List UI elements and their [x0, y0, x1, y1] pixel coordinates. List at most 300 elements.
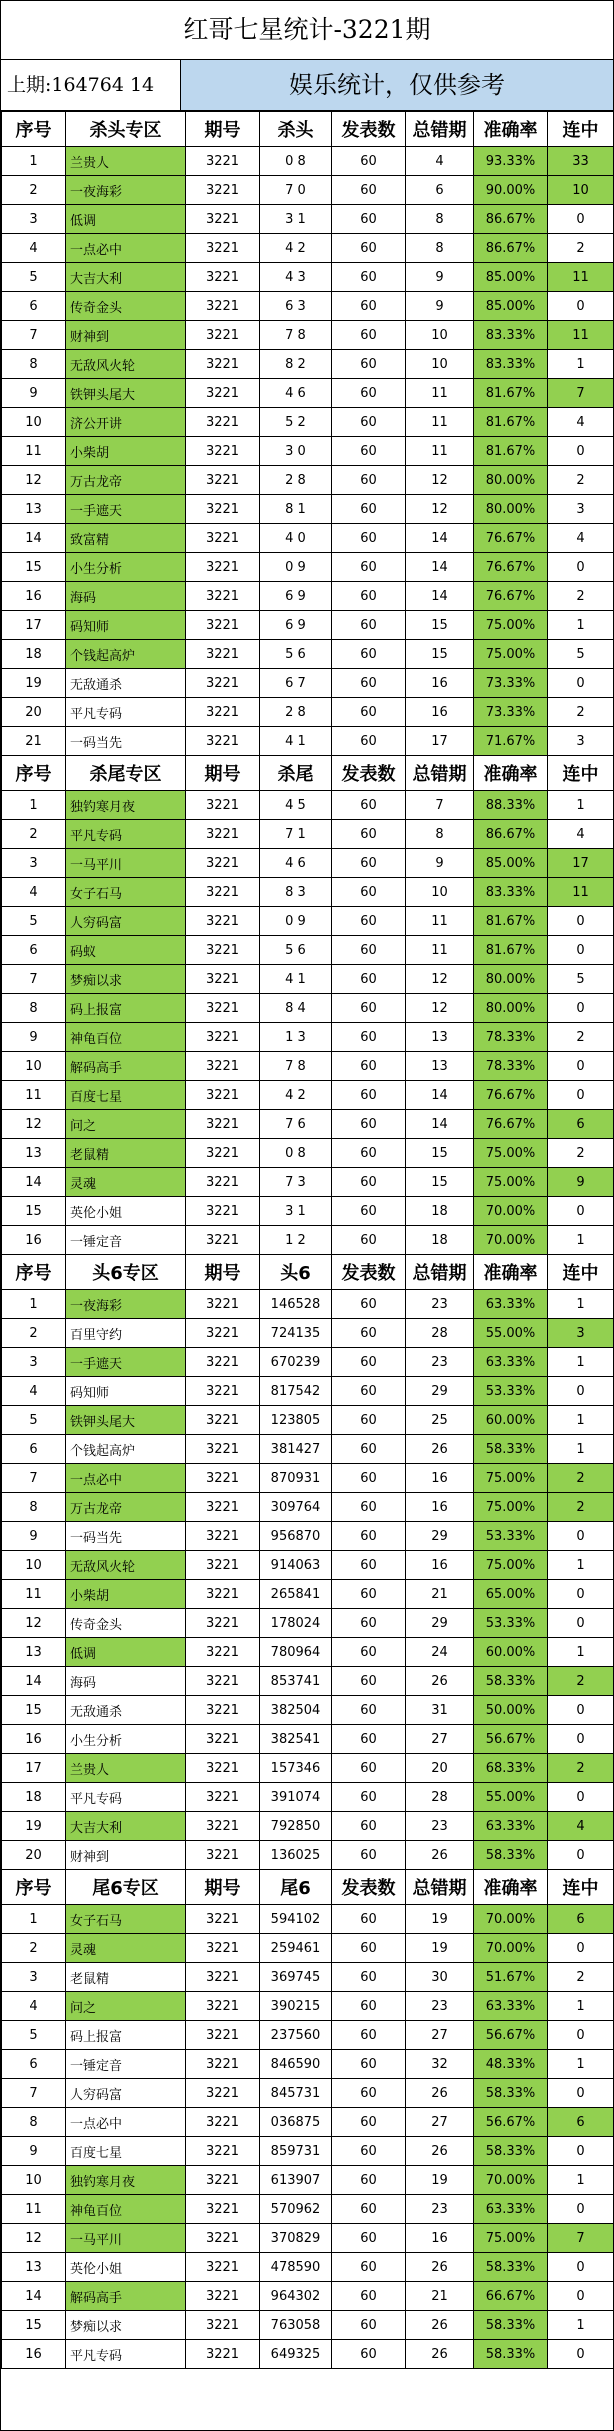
table-row — [2, 1783, 614, 1812]
total-errors: 15 — [406, 1139, 474, 1168]
prediction-value: 649325 — [260, 2340, 332, 2369]
row-number: 1 — [2, 1905, 66, 1934]
total-errors: 12 — [406, 994, 474, 1023]
prediction-value: 4 3 — [260, 263, 332, 292]
expert-name: 平凡专码 — [66, 820, 186, 849]
win-streak: 2 — [548, 1464, 614, 1493]
header-no: 序号 — [2, 756, 66, 791]
row-number: 9 — [2, 1023, 66, 1052]
prediction-value: 309764 — [260, 1493, 332, 1522]
row-number: 13 — [2, 1638, 66, 1667]
win-streak: 5 — [548, 640, 614, 669]
win-streak: 7 — [548, 379, 614, 408]
total-errors: 12 — [406, 965, 474, 994]
accuracy-rate: 81.67% — [474, 408, 548, 437]
table-row — [2, 2021, 614, 2050]
total-errors: 24 — [406, 1638, 474, 1667]
post-count: 60 — [332, 1435, 406, 1464]
win-streak: 0 — [548, 205, 614, 234]
expert-name: 小柴胡 — [66, 1580, 186, 1609]
row-number: 6 — [2, 1435, 66, 1464]
total-errors: 15 — [406, 640, 474, 669]
accuracy-rate: 80.00% — [474, 466, 548, 495]
post-count: 60 — [332, 379, 406, 408]
post-count: 60 — [332, 2108, 406, 2137]
row-number: 16 — [2, 1725, 66, 1754]
win-streak: 0 — [548, 669, 614, 698]
prediction-value: 5 6 — [260, 640, 332, 669]
win-streak: 2 — [548, 1963, 614, 1992]
accuracy-rate: 56.67% — [474, 2021, 548, 2050]
total-errors: 30 — [406, 1963, 474, 1992]
post-count: 60 — [332, 994, 406, 1023]
prediction-value: 914063 — [260, 1551, 332, 1580]
post-count: 60 — [332, 2079, 406, 2108]
accuracy-rate: 85.00% — [474, 292, 548, 321]
post-count: 60 — [332, 1580, 406, 1609]
table-row — [2, 2137, 614, 2166]
prediction-value: 964302 — [260, 2282, 332, 2311]
win-streak: 11 — [548, 321, 614, 350]
win-streak: 1 — [548, 611, 614, 640]
issue-number: 3221 — [186, 1493, 260, 1522]
accuracy-rate: 51.67% — [474, 1963, 548, 1992]
expert-name: 码上报富 — [66, 994, 186, 1023]
accuracy-rate: 83.33% — [474, 350, 548, 379]
total-errors: 10 — [406, 350, 474, 379]
issue-number: 3221 — [186, 1783, 260, 1812]
win-streak: 0 — [548, 2253, 614, 2282]
header-value: 头6 — [260, 1255, 332, 1290]
prediction-value: 6 9 — [260, 611, 332, 640]
post-count: 60 — [332, 350, 406, 379]
accuracy-rate: 68.33% — [474, 1754, 548, 1783]
accuracy-rate: 76.67% — [474, 582, 548, 611]
accuracy-rate: 63.33% — [474, 1992, 548, 2021]
total-errors: 27 — [406, 1725, 474, 1754]
table-row — [2, 1197, 614, 1226]
total-errors: 26 — [406, 1667, 474, 1696]
expert-name: 海码 — [66, 582, 186, 611]
total-errors: 26 — [406, 2253, 474, 2282]
previous-issue-label: 上期:164764 14 — [1, 60, 181, 110]
row-number: 15 — [2, 553, 66, 582]
win-streak: 3 — [548, 1319, 614, 1348]
total-errors: 26 — [406, 2340, 474, 2369]
issue-number: 3221 — [186, 611, 260, 640]
win-streak: 2 — [548, 234, 614, 263]
expert-name: 低调 — [66, 205, 186, 234]
expert-name: 梦痴以求 — [66, 965, 186, 994]
win-streak: 0 — [548, 907, 614, 936]
post-count: 60 — [332, 1197, 406, 1226]
win-streak: 1 — [548, 2050, 614, 2079]
post-count: 60 — [332, 1139, 406, 1168]
table-row — [2, 350, 614, 379]
accuracy-rate: 80.00% — [474, 994, 548, 1023]
row-number: 17 — [2, 1754, 66, 1783]
row-number: 4 — [2, 1377, 66, 1406]
table-row — [2, 1905, 614, 1934]
win-streak: 0 — [548, 2079, 614, 2108]
expert-name: 铁钾头尾大 — [66, 379, 186, 408]
win-streak: 4 — [548, 820, 614, 849]
row-number: 8 — [2, 1493, 66, 1522]
expert-name: 万古龙帝 — [66, 466, 186, 495]
total-errors: 28 — [406, 1319, 474, 1348]
table-row — [2, 1081, 614, 1110]
issue-number: 3221 — [186, 1992, 260, 2021]
issue-number: 3221 — [186, 263, 260, 292]
prediction-value: 7 8 — [260, 321, 332, 350]
post-count: 60 — [332, 1783, 406, 1812]
header-no: 序号 — [2, 1870, 66, 1905]
header-no: 序号 — [2, 1255, 66, 1290]
prediction-value: 237560 — [260, 2021, 332, 2050]
row-number: 15 — [2, 1197, 66, 1226]
win-streak: 0 — [548, 1783, 614, 1812]
post-count: 60 — [332, 1052, 406, 1081]
issue-number: 3221 — [186, 350, 260, 379]
issue-number: 3221 — [186, 1052, 260, 1081]
table-row — [2, 1110, 614, 1139]
accuracy-rate: 73.33% — [474, 669, 548, 698]
win-streak: 11 — [548, 878, 614, 907]
win-streak: 0 — [548, 437, 614, 466]
prediction-value: 391074 — [260, 1783, 332, 1812]
post-count: 60 — [332, 2340, 406, 2369]
post-count: 60 — [332, 1934, 406, 1963]
post-count: 60 — [332, 321, 406, 350]
table-row — [2, 698, 614, 727]
issue-number: 3221 — [186, 849, 260, 878]
post-count: 60 — [332, 1841, 406, 1870]
win-streak: 0 — [548, 1580, 614, 1609]
table-row — [2, 263, 614, 292]
prediction-value: 4 6 — [260, 849, 332, 878]
row-number: 16 — [2, 582, 66, 611]
total-errors: 10 — [406, 321, 474, 350]
expert-name: 独钓寒月夜 — [66, 791, 186, 820]
table-row — [2, 2224, 614, 2253]
accuracy-rate: 71.67% — [474, 727, 548, 756]
table-row — [2, 495, 614, 524]
total-errors: 29 — [406, 1522, 474, 1551]
expert-name: 一锤定音 — [66, 1226, 186, 1255]
prediction-value: 853741 — [260, 1667, 332, 1696]
total-errors: 19 — [406, 1934, 474, 1963]
row-number: 9 — [2, 1522, 66, 1551]
accuracy-rate: 75.00% — [474, 1139, 548, 1168]
table-row — [2, 878, 614, 907]
post-count: 60 — [332, 1081, 406, 1110]
prediction-value: 870931 — [260, 1464, 332, 1493]
expert-name: 神龟百位 — [66, 1023, 186, 1052]
accuracy-rate: 58.33% — [474, 2079, 548, 2108]
table-row — [2, 524, 614, 553]
issue-number: 3221 — [186, 234, 260, 263]
accuracy-rate: 60.00% — [474, 1638, 548, 1667]
row-number: 11 — [2, 1081, 66, 1110]
total-errors: 17 — [406, 727, 474, 756]
expert-name: 一点必中 — [66, 2108, 186, 2137]
header-errors: 总错期 — [406, 1255, 474, 1290]
win-streak: 2 — [548, 1754, 614, 1783]
table-row — [2, 2340, 614, 2369]
row-number: 7 — [2, 965, 66, 994]
accuracy-rate: 76.67% — [474, 1081, 548, 1110]
issue-number: 3221 — [186, 2021, 260, 2050]
total-errors: 15 — [406, 611, 474, 640]
total-errors: 21 — [406, 2282, 474, 2311]
issue-number: 3221 — [186, 1406, 260, 1435]
accuracy-rate: 83.33% — [474, 878, 548, 907]
table-row — [2, 1406, 614, 1435]
win-streak: 2 — [548, 582, 614, 611]
win-streak: 0 — [548, 1522, 614, 1551]
issue-number: 3221 — [186, 2195, 260, 2224]
header-streak: 连中 — [548, 756, 614, 791]
total-errors: 27 — [406, 2108, 474, 2137]
total-errors: 10 — [406, 878, 474, 907]
table-row — [2, 994, 614, 1023]
win-streak: 0 — [548, 1197, 614, 1226]
win-streak: 0 — [548, 1725, 614, 1754]
total-errors: 7 — [406, 791, 474, 820]
header-issue: 期号 — [186, 1870, 260, 1905]
expert-name: 大吉大利 — [66, 1812, 186, 1841]
total-errors: 20 — [406, 1754, 474, 1783]
row-number: 18 — [2, 1783, 66, 1812]
section-header-row — [2, 1255, 614, 1290]
row-number: 3 — [2, 1348, 66, 1377]
post-count: 60 — [332, 408, 406, 437]
table-row — [2, 1667, 614, 1696]
prediction-value: 817542 — [260, 1377, 332, 1406]
win-streak: 5 — [548, 965, 614, 994]
issue-number: 3221 — [186, 1110, 260, 1139]
accuracy-rate: 81.67% — [474, 437, 548, 466]
win-streak: 7 — [548, 2224, 614, 2253]
accuracy-rate: 58.33% — [474, 1841, 548, 1870]
post-count: 60 — [332, 2195, 406, 2224]
prediction-value: 594102 — [260, 1905, 332, 1934]
win-streak: 2 — [548, 466, 614, 495]
win-streak: 0 — [548, 2021, 614, 2050]
prediction-value: 265841 — [260, 1580, 332, 1609]
issue-number: 3221 — [186, 553, 260, 582]
win-streak: 1 — [548, 1435, 614, 1464]
table-row — [2, 1754, 614, 1783]
prediction-value: 8 4 — [260, 994, 332, 1023]
prediction-value: 846590 — [260, 2050, 332, 2079]
prediction-value: 7 8 — [260, 1052, 332, 1081]
total-errors: 14 — [406, 1110, 474, 1139]
issue-number: 3221 — [186, 1696, 260, 1725]
header-streak: 连中 — [548, 112, 614, 147]
issue-number: 3221 — [186, 2108, 260, 2137]
accuracy-rate: 81.67% — [474, 907, 548, 936]
prediction-value: 6 9 — [260, 582, 332, 611]
accuracy-rate: 55.00% — [474, 1319, 548, 1348]
total-errors: 16 — [406, 698, 474, 727]
accuracy-rate: 88.33% — [474, 791, 548, 820]
win-streak: 1 — [548, 1406, 614, 1435]
total-errors: 11 — [406, 379, 474, 408]
issue-number: 3221 — [186, 1464, 260, 1493]
prediction-value: 763058 — [260, 2311, 332, 2340]
row-number: 5 — [2, 1406, 66, 1435]
expert-name: 神龟百位 — [66, 2195, 186, 2224]
header-accuracy: 准确率 — [474, 1255, 548, 1290]
win-streak: 1 — [548, 350, 614, 379]
post-count: 60 — [332, 205, 406, 234]
expert-name: 个钱起高炉 — [66, 1435, 186, 1464]
accuracy-rate: 76.67% — [474, 524, 548, 553]
issue-number: 3221 — [186, 2253, 260, 2282]
win-streak: 33 — [548, 147, 614, 176]
table-row — [2, 321, 614, 350]
accuracy-rate: 53.33% — [474, 1522, 548, 1551]
issue-number: 3221 — [186, 698, 260, 727]
header-zone: 杀尾专区 — [66, 756, 186, 791]
win-streak: 6 — [548, 2108, 614, 2137]
table-row — [2, 408, 614, 437]
post-count: 60 — [332, 292, 406, 321]
table-row — [2, 2311, 614, 2340]
post-count: 60 — [332, 495, 406, 524]
win-streak: 0 — [548, 292, 614, 321]
total-errors: 4 — [406, 147, 474, 176]
prediction-value: 7 1 — [260, 820, 332, 849]
post-count: 60 — [332, 2311, 406, 2340]
prediction-value: 845731 — [260, 2079, 332, 2108]
row-number: 9 — [2, 2137, 66, 2166]
prediction-value: 3 1 — [260, 205, 332, 234]
issue-number: 3221 — [186, 1551, 260, 1580]
row-number: 11 — [2, 437, 66, 466]
win-streak: 2 — [548, 1139, 614, 1168]
expert-name: 财神到 — [66, 321, 186, 350]
accuracy-rate: 58.33% — [474, 1435, 548, 1464]
table-row — [2, 1023, 614, 1052]
win-streak: 2 — [548, 1023, 614, 1052]
issue-number: 3221 — [186, 1725, 260, 1754]
total-errors: 14 — [406, 582, 474, 611]
total-errors: 23 — [406, 1290, 474, 1319]
post-count: 60 — [332, 1406, 406, 1435]
prediction-value: 4 0 — [260, 524, 332, 553]
table-row — [2, 1963, 614, 1992]
row-number: 5 — [2, 263, 66, 292]
header-streak: 连中 — [548, 1870, 614, 1905]
expert-name: 无敌风火轮 — [66, 350, 186, 379]
row-number: 14 — [2, 524, 66, 553]
total-errors: 14 — [406, 1081, 474, 1110]
total-errors: 11 — [406, 907, 474, 936]
table-row — [2, 611, 614, 640]
post-count: 60 — [332, 820, 406, 849]
prediction-value: 146528 — [260, 1290, 332, 1319]
post-count: 60 — [332, 437, 406, 466]
accuracy-rate: 90.00% — [474, 176, 548, 205]
post-count: 60 — [332, 1905, 406, 1934]
expert-name: 一点必中 — [66, 1464, 186, 1493]
prediction-value: 6 3 — [260, 292, 332, 321]
row-number: 16 — [2, 2340, 66, 2369]
prediction-value: 3 0 — [260, 437, 332, 466]
row-number: 8 — [2, 350, 66, 379]
row-number: 12 — [2, 1110, 66, 1139]
header-value: 杀头 — [260, 112, 332, 147]
row-number: 7 — [2, 2079, 66, 2108]
expert-name: 万古龙帝 — [66, 1493, 186, 1522]
accuracy-rate: 75.00% — [474, 1551, 548, 1580]
expert-name: 灵魂 — [66, 1168, 186, 1197]
prediction-value: 8 2 — [260, 350, 332, 379]
total-errors: 8 — [406, 234, 474, 263]
win-streak: 4 — [548, 408, 614, 437]
accuracy-rate: 73.33% — [474, 698, 548, 727]
expert-name: 小生分析 — [66, 1725, 186, 1754]
issue-number: 3221 — [186, 791, 260, 820]
table-row — [2, 1551, 614, 1580]
accuracy-rate: 75.00% — [474, 640, 548, 669]
row-number: 12 — [2, 2224, 66, 2253]
issue-number: 3221 — [186, 907, 260, 936]
accuracy-rate: 75.00% — [474, 1464, 548, 1493]
post-count: 60 — [332, 698, 406, 727]
table-row — [2, 820, 614, 849]
row-number: 3 — [2, 1963, 66, 1992]
post-count: 60 — [332, 2253, 406, 2282]
expert-name: 问之 — [66, 1110, 186, 1139]
issue-number: 3221 — [186, 2079, 260, 2108]
win-streak: 0 — [548, 2137, 614, 2166]
table-row — [2, 1226, 614, 1255]
table-row — [2, 849, 614, 878]
prediction-value: 4 5 — [260, 791, 332, 820]
header-count: 发表数 — [332, 1870, 406, 1905]
prediction-value: 613907 — [260, 2166, 332, 2195]
table-row — [2, 1725, 614, 1754]
row-number: 10 — [2, 408, 66, 437]
issue-number: 3221 — [186, 1348, 260, 1377]
post-count: 60 — [332, 524, 406, 553]
issue-number: 3221 — [186, 1841, 260, 1870]
table-row — [2, 1464, 614, 1493]
prediction-value: 7 6 — [260, 1110, 332, 1139]
header-accuracy: 准确率 — [474, 112, 548, 147]
post-count: 60 — [332, 1168, 406, 1197]
row-number: 11 — [2, 1580, 66, 1609]
expert-name: 小生分析 — [66, 553, 186, 582]
expert-name: 码蚁 — [66, 936, 186, 965]
issue-number: 3221 — [186, 2282, 260, 2311]
table-row — [2, 205, 614, 234]
table-row — [2, 1493, 614, 1522]
issue-number: 3221 — [186, 1812, 260, 1841]
accuracy-rate: 60.00% — [474, 1406, 548, 1435]
win-streak: 1 — [548, 2311, 614, 2340]
prediction-value: 0 9 — [260, 553, 332, 582]
previous-issue-row — [1, 60, 613, 111]
total-errors: 14 — [406, 553, 474, 582]
row-number: 5 — [2, 907, 66, 936]
win-streak: 1 — [548, 1290, 614, 1319]
win-streak: 2 — [548, 1493, 614, 1522]
table-row — [2, 1638, 614, 1667]
